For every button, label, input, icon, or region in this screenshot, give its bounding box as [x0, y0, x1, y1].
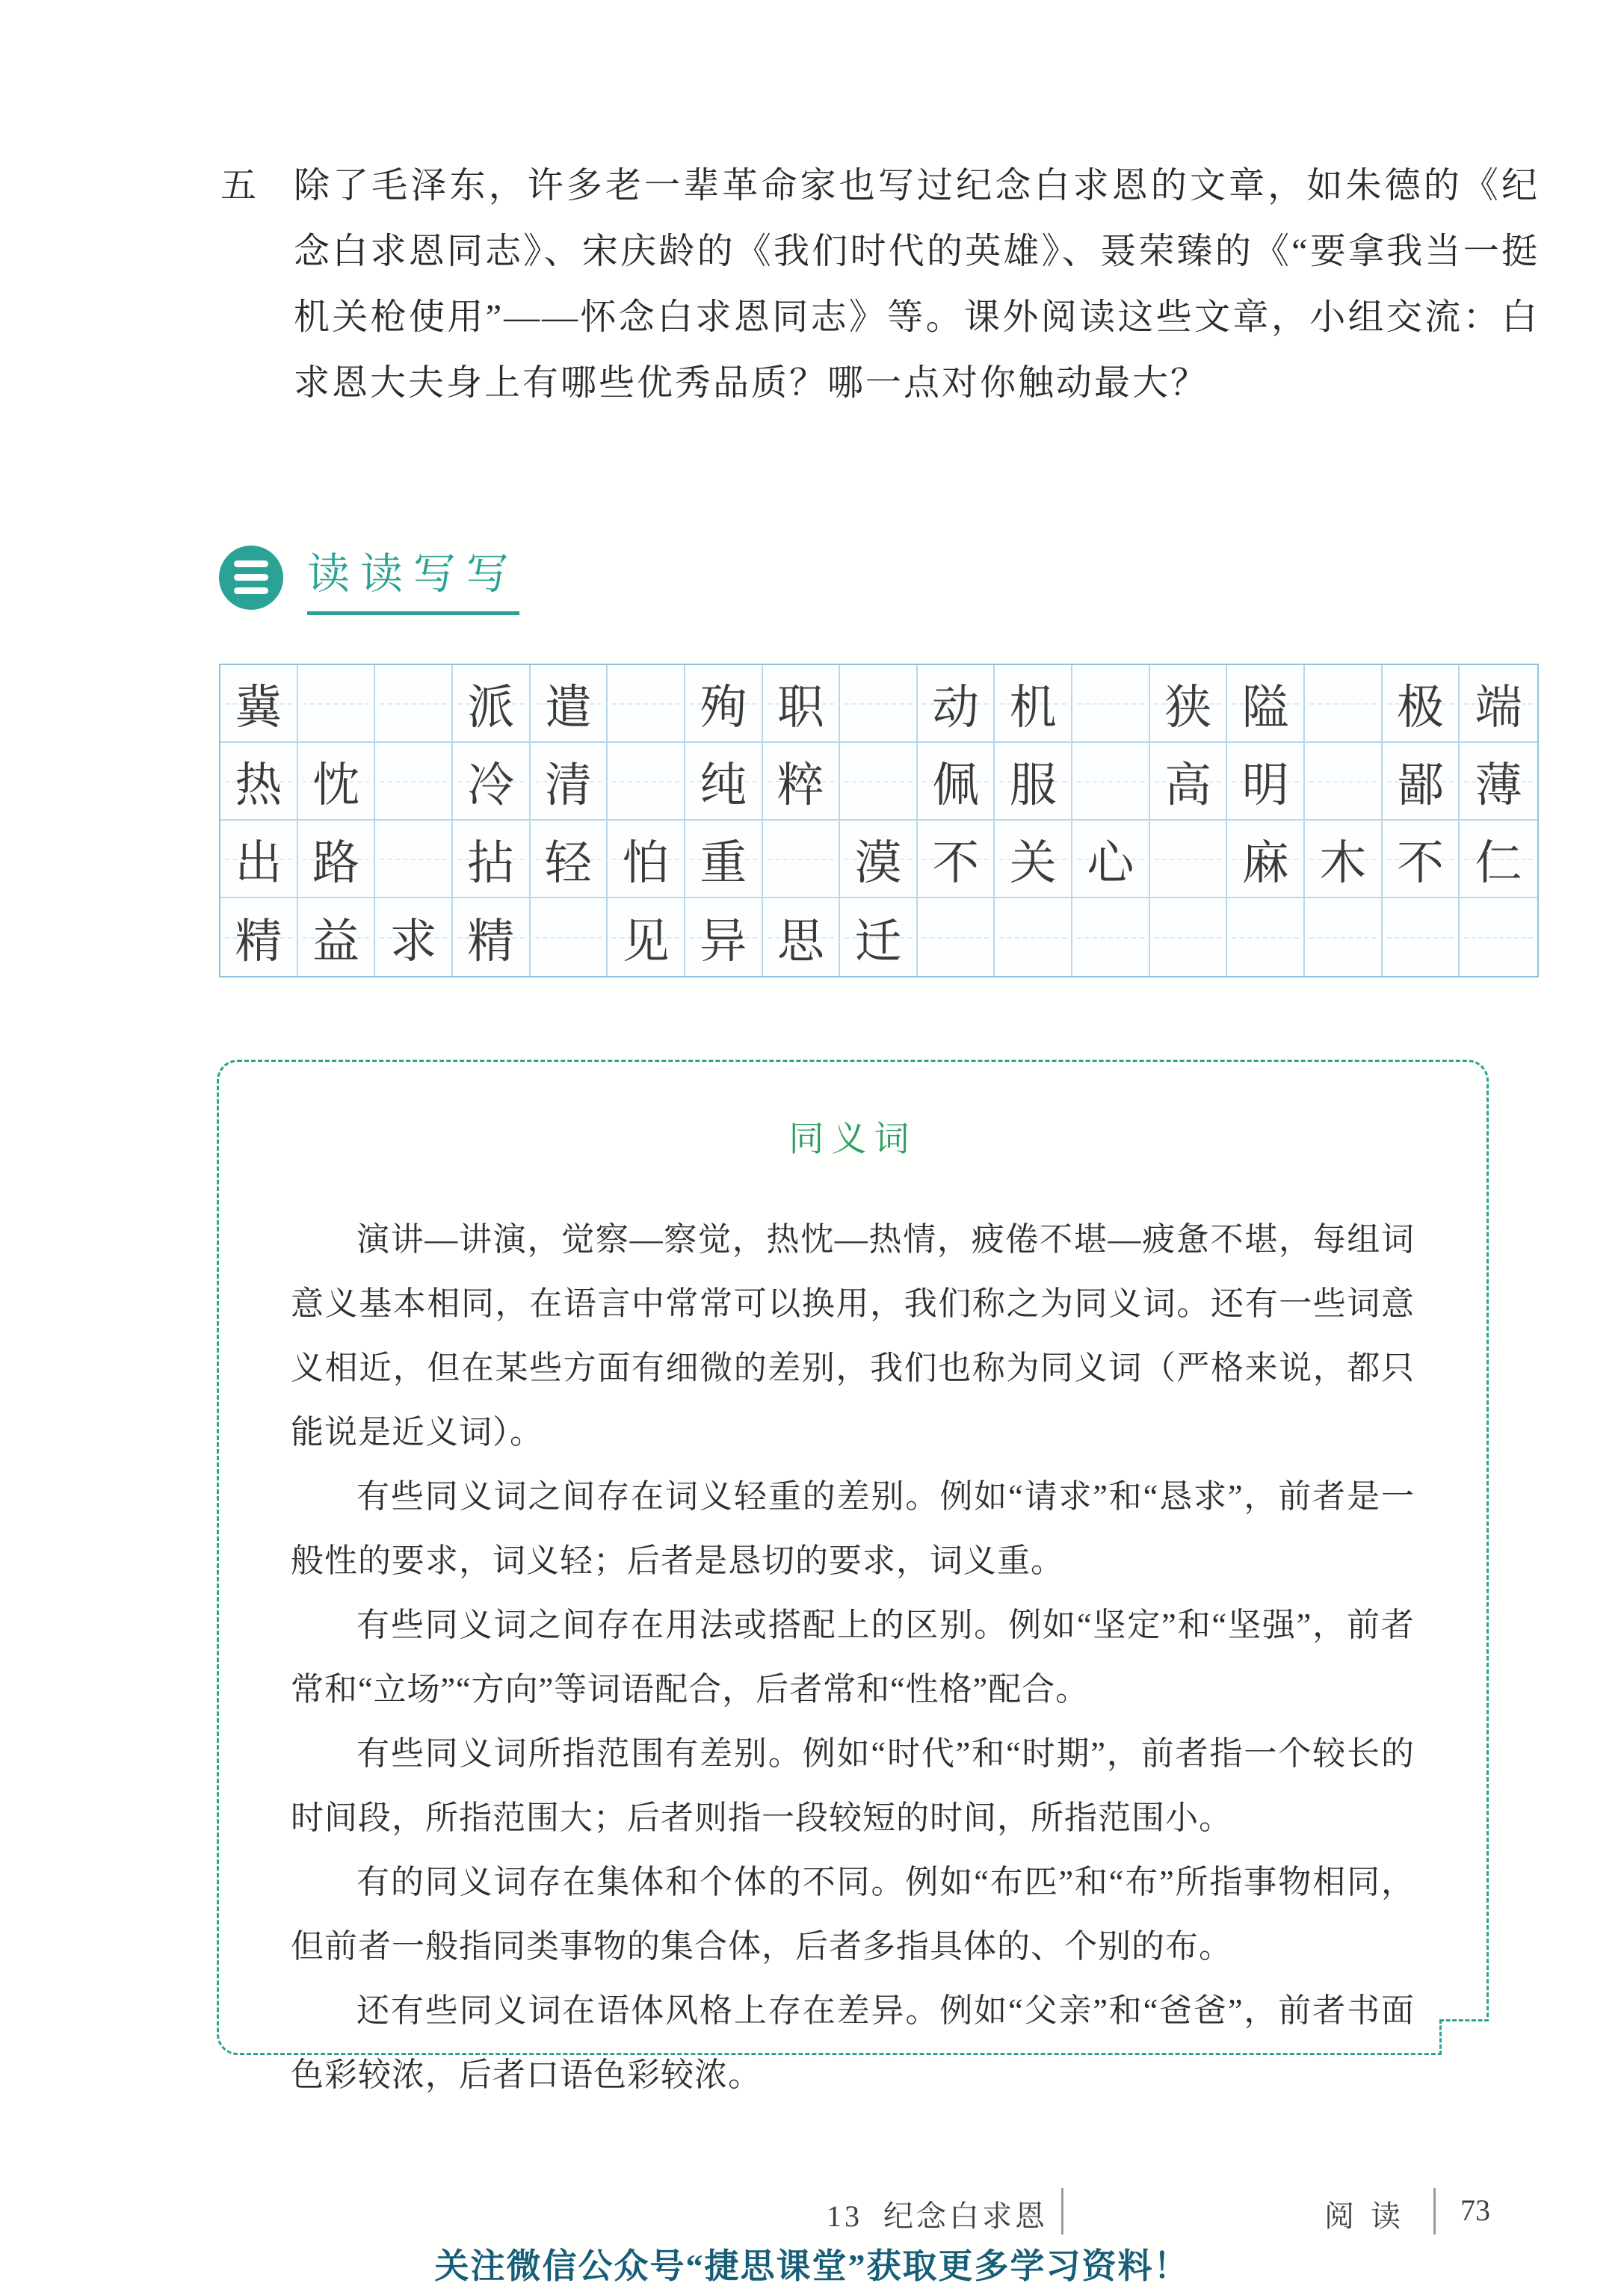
grid-cell-empty [840, 743, 918, 821]
grid-cell-char: 心 [1072, 821, 1150, 898]
grid-cell-char: 异 [685, 898, 763, 976]
grid-cell-char: 精 [453, 898, 531, 976]
synonym-box-title: 同义词 [788, 1120, 917, 1159]
synonym-paragraph: 还有些同义词在语体风格上存在差异。例如“父亲”和“爸爸”，前者书面色彩较浓，后者口语色彩较浓。 [291, 1992, 1415, 2093]
grid-cell-char: 思 [763, 898, 841, 976]
grid-cell-empty [375, 665, 453, 743]
synonym-paragraph: 有些同义词之间存在词义轻重的差别。例如“请求”和“恳求”，前者是一般性的要求，词义轻；后者是恳切的要求，词义重。 [291, 1478, 1415, 1579]
grid-cell-char: 薄 [1460, 743, 1537, 821]
grid-cell-empty [995, 898, 1072, 976]
grid-cell-char: 热 [220, 743, 298, 821]
grid-cell-char: 迁 [840, 898, 918, 976]
grid-cell-char: 极 [1383, 665, 1460, 743]
grid-cell-char: 见 [608, 898, 685, 976]
grid-cell-char: 拈 [453, 821, 531, 898]
exercise-text: 除了毛泽东，许多老一辈革命家也写过纪念白求恩的文章，如朱德的《纪念白求恩同志》、宋庆龄的《我们时代的英雄》、聂荣臻的《“要拿我当一挺机关枪使用”——怀念白求恩同志》等。课外阅读这些文章，小组交流：白求恩大夫身上有哪些优秀品质？哪一点对你触动最大？ [294, 166, 1540, 403]
grid-cell-empty [1383, 898, 1460, 976]
exercise-five [220, 153, 1540, 416]
synonym-paragraph: 演讲—讲演，觉察—察觉，热忱—热情，疲倦不堪—疲惫不堪，每组词意义基本相同，在语言中常常可以换用，我们称之为同义词。还有一些词意义相近，但在某些方面有细微的差别，我们也称为同义词（严格来说，都只能说是近义词）。 [291, 1221, 1415, 1451]
grid-cell-char: 精 [220, 898, 298, 976]
grid-cell-char: 冷 [453, 743, 531, 821]
grid-cell-char: 路 [298, 821, 376, 898]
read-write-header [219, 540, 519, 615]
synonym-paragraph: 有的同义词存在集体和个体的不同。例如“布匹”和“布”所指事物相同，但前者一般指同类事物的集合体，后者多指具体的、个别的布。 [291, 1864, 1415, 1965]
grid-cell-empty [1305, 898, 1383, 976]
section-title: 读读写写 [307, 540, 519, 615]
grid-cell-char: 隘 [1227, 665, 1305, 743]
grid-cell-char: 殉 [685, 665, 763, 743]
synonym-paragraph: 有些同义词所指范围有差别。例如“时代”和“时期”，前者指一个较长的时间段，所指范围大；后者则指一段较短的时间，所指范围小。 [291, 1735, 1415, 1836]
grid-cell-empty [1150, 821, 1228, 898]
grid-cell-empty [531, 898, 608, 976]
list-circle-icon [219, 546, 283, 610]
grid-cell-char: 狭 [1150, 665, 1228, 743]
grid-cell-empty [1150, 898, 1228, 976]
footer-divider [1061, 2188, 1063, 2234]
exercise-number: 五 [220, 166, 257, 206]
grid-cell-char: 不 [918, 821, 995, 898]
grid-cell-char: 动 [918, 665, 995, 743]
grid-cell-empty [298, 665, 376, 743]
grid-cell-char: 冀 [220, 665, 298, 743]
footer-page-number: 73 [1460, 2193, 1490, 2227]
footer-section-name: 阅 读 [1324, 2199, 1405, 2233]
synonym-paragraph: 有些同义词之间存在用法或搭配上的区别。例如“坚定”和“坚强”，前者常和“立场”“方向”等词语配合，后者常和“性格”配合。 [291, 1607, 1415, 1708]
grid-cell-char: 鄙 [1383, 743, 1460, 821]
grid-cell-char: 高 [1150, 743, 1228, 821]
grid-cell-empty [918, 898, 995, 976]
grid-cell-char: 出 [220, 821, 298, 898]
grid-cell-char: 求 [375, 898, 453, 976]
grid-cell-char: 木 [1305, 821, 1383, 898]
grid-cell-empty [840, 665, 918, 743]
grid-cell-char: 遣 [531, 665, 608, 743]
grid-cell-char: 益 [298, 898, 376, 976]
grid-cell-empty [1305, 665, 1383, 743]
grid-cell-empty [608, 743, 685, 821]
grid-cell-char: 派 [453, 665, 531, 743]
grid-cell-char: 纯 [685, 743, 763, 821]
synonym-box [217, 1060, 1489, 2093]
grid-cell-char: 不 [1383, 821, 1460, 898]
grid-cell-empty [1072, 743, 1150, 821]
grid-cell-char: 忱 [298, 743, 376, 821]
grid-cell-char: 佩 [918, 743, 995, 821]
grid-cell-empty [1072, 665, 1150, 743]
grid-cell-char: 机 [995, 665, 1072, 743]
box-corner-notch [1439, 2019, 1489, 2055]
grid-cell-empty [1227, 898, 1305, 976]
synonym-paragraphs [291, 1208, 1415, 2107]
grid-cell-empty [1072, 898, 1150, 976]
grid-cell-char: 漠 [840, 821, 918, 898]
icon-bar [234, 574, 268, 581]
grid-cell-empty [608, 665, 685, 743]
icon-bar [234, 587, 268, 594]
grid-cell-char: 职 [763, 665, 841, 743]
grid-cell-char: 仁 [1460, 821, 1537, 898]
grid-cell-char: 关 [995, 821, 1072, 898]
grid-cell-char: 麻 [1227, 821, 1305, 898]
word-practice-grid [219, 664, 1539, 977]
watermark-text: 关注微信公众号“捷思课堂”获取更多学习资料！ [434, 2247, 1190, 2285]
page-footer [0, 2188, 1624, 2237]
icon-bar [234, 560, 268, 567]
footer-lesson-title: 13 纪念白求恩 [827, 2199, 1048, 2233]
grid-cell-empty [1305, 743, 1383, 821]
grid-cell-empty [763, 821, 841, 898]
grid-cell-empty [1460, 898, 1537, 976]
grid-cell-char: 粹 [763, 743, 841, 821]
grid-cell-char: 怕 [608, 821, 685, 898]
grid-cell-char: 服 [995, 743, 1072, 821]
grid-cell-char: 清 [531, 743, 608, 821]
grid-cell-empty [375, 821, 453, 898]
grid-cell-char: 明 [1227, 743, 1305, 821]
grid-cell-char: 重 [685, 821, 763, 898]
grid-cell-empty [375, 743, 453, 821]
grid-cell-char: 端 [1460, 665, 1537, 743]
grid-cell-char: 轻 [531, 821, 608, 898]
footer-divider [1433, 2188, 1436, 2234]
